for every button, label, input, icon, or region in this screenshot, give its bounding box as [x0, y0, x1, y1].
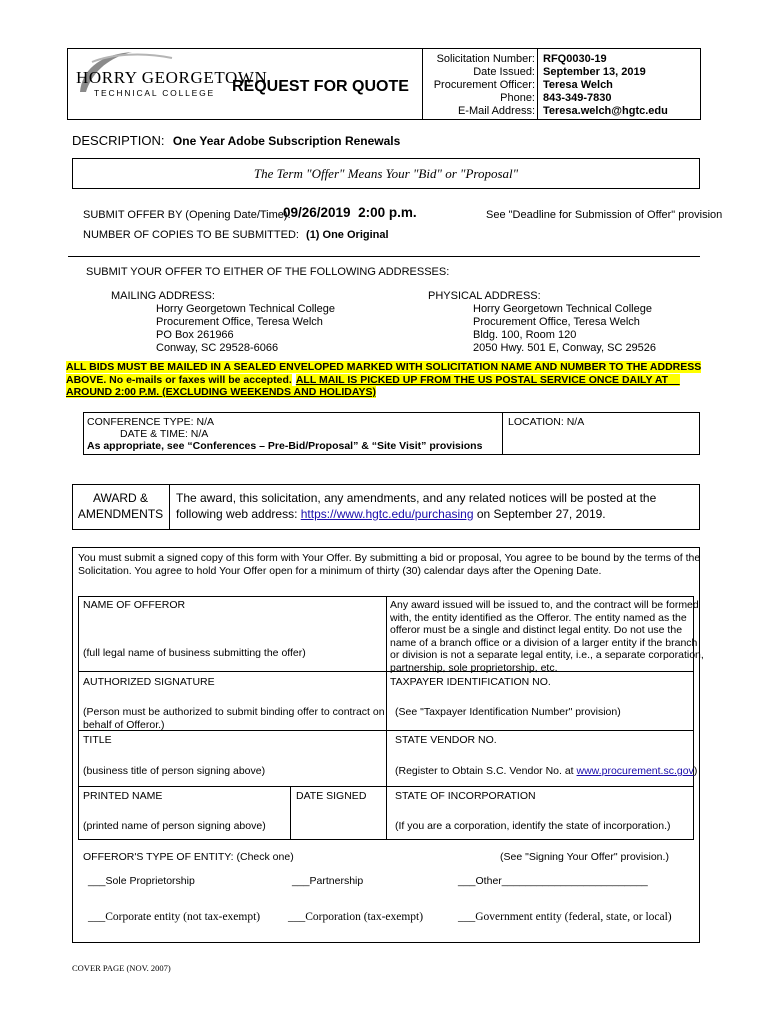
entity-see-note: (See "Signing Your Offer" provision.) — [500, 851, 669, 863]
offeror-name-label: NAME OF OFFEROR — [83, 599, 186, 611]
label-date-issued: Date Issued: — [473, 66, 535, 78]
entity-government[interactable]: ___Government entity (federal, state, or local) — [458, 911, 672, 923]
award-text-1: The award, this solicitation, any amendments, and any related notices will be posted at the — [176, 491, 657, 505]
signature-hint-line: behalf of Offeror.) — [83, 718, 165, 731]
mailing-address — [111, 290, 335, 355]
state-vendor-hint — [395, 765, 697, 778]
date-signed-label: DATE SIGNED — [296, 790, 367, 802]
conference-divider — [502, 412, 503, 455]
mailing-notice — [66, 361, 706, 399]
physical-line: Bldg. 100, Room 120 — [473, 329, 577, 341]
state-incorporation-field[interactable] — [390, 803, 690, 817]
award-text-2b: on September 27, 2019. — [476, 507, 606, 521]
label-phone: Phone: — [500, 92, 535, 104]
signature-hint-line: (Person must be authorized to submit binding offer to contract on — [83, 706, 385, 718]
grid-date-line — [290, 786, 291, 840]
header-values — [543, 53, 668, 118]
phone-number: 843-349-7830 — [543, 92, 612, 104]
physical-label: PHYSICAL ADDRESS: — [428, 290, 541, 302]
title-label: TITLE — [83, 734, 112, 746]
conference-datetime: DATE & TIME: N/A — [120, 428, 209, 440]
procurement-officer: Teresa Welch — [543, 79, 613, 91]
printed-name-label: PRINTED NAME — [83, 790, 163, 802]
label-email: E-Mail Address: — [457, 105, 535, 117]
vendor-hint-b: ) — [693, 765, 698, 777]
award-issued-line: or division is not a separate legal entity, i.e., a separate corporation, — [390, 649, 704, 661]
conference-location: LOCATION: N/A — [508, 416, 585, 428]
state-vendor-label: STATE VENDOR NO. — [395, 734, 497, 746]
award-label-2: AMENDMENTS — [77, 507, 164, 521]
award-issued-line: partnership, sole proprietorship, etc. — [390, 661, 558, 674]
header-divider-2 — [537, 48, 538, 120]
title-field[interactable] — [83, 747, 383, 761]
physical-line: Horry Georgetown Technical College — [473, 303, 652, 315]
logo-name: HORRY GEORGETOWN — [76, 68, 268, 87]
term-note: The Term "Offer" Means Your "Bid" or "Proposal" — [253, 166, 519, 181]
physical-line: 2050 Hwy. 501 E, Conway, SC 29526 — [473, 342, 657, 354]
entity-corporation-taxexempt[interactable]: ___Corporation (tax-exempt) — [288, 911, 424, 923]
solicitation-number: RFQ0030-19 — [543, 53, 607, 65]
address-top-rule — [68, 256, 700, 257]
state-incorporation-label: STATE OF INCORPORATION — [395, 790, 536, 802]
vendor-hint-a: (Register to Obtain S.C. Vendor No. at — [395, 765, 574, 777]
mailing-line: PO Box 261966 — [156, 329, 234, 341]
award-text-2a: following web address: — [176, 507, 298, 521]
physical-line: Procurement Office, Teresa Welch — [473, 316, 640, 328]
title-hint: (business title of person signing above) — [83, 765, 266, 777]
logo-subtitle: TECHNICAL COLLEGE — [94, 88, 215, 98]
authorized-signature-field[interactable] — [83, 689, 383, 703]
signed-copy-notice — [78, 552, 700, 577]
printed-name-field[interactable] — [83, 803, 287, 817]
award-issued-line: offeror must be a single and distinct legal entity. Do not use the — [390, 624, 683, 636]
date-signed-field[interactable] — [294, 803, 384, 833]
description-label: DESCRIPTION: — [72, 133, 165, 148]
copies — [83, 229, 389, 242]
conference-note: As appropriate, see “Conferences – Pre-Bid/Proposal” & “Site Visit” provisions — [87, 440, 483, 452]
tin-label: TAXPAYER IDENTIFICATION NO. — [390, 676, 551, 688]
award-text — [176, 490, 656, 522]
mailing-label: MAILING ADDRESS: — [111, 290, 215, 302]
mailing-line: Procurement Office, Teresa Welch — [156, 316, 323, 328]
authorized-signature-hint — [83, 706, 385, 731]
entity-corporate-nontax[interactable]: ___Corporate entity (not tax-exempt) — [88, 911, 261, 923]
label-solicitation: Solicitation Number: — [436, 53, 535, 65]
physical-address — [428, 290, 656, 355]
submit-datetime: 09/26/2019 2:00 p.m. — [283, 205, 417, 220]
submit-offer-label: SUBMIT OFFER BY (Opening Date/Time): — [83, 209, 291, 221]
copies-value: (1) One Original — [306, 229, 389, 241]
notice-line-1: ALL BIDS MUST BE MAILED IN A SEALED ENVELOPED MARKED WITH SOLICITATION NAME AND NUMBER TO THE ADDRESS — [66, 361, 702, 373]
procurement-link[interactable]: www.procurement.sc.gov — [576, 765, 694, 777]
award-issued-line: with, the entity identified as the Offeror. The entity named as the — [390, 611, 687, 624]
entity-partnership[interactable]: ___Partnership — [292, 875, 364, 887]
award-issued-note — [390, 599, 704, 674]
header-labels — [424, 53, 535, 118]
award-issued-line: Any award issued will be issued to, and the contract will be formed — [390, 599, 699, 611]
date-issued: September 13, 2019 — [543, 66, 646, 78]
entity-other[interactable]: ___Other_________________________ — [458, 875, 648, 887]
award-divider — [169, 484, 170, 530]
deadline-note: See "Deadline for Submission of Offer" provision — [486, 209, 723, 221]
conference-type: CONFERENCE TYPE: N/A — [87, 416, 214, 428]
entity-sole-proprietorship[interactable]: ___Sole Proprietorship — [88, 875, 195, 887]
printed-name-hint: (printed name of person signing above) — [83, 820, 266, 832]
state-vendor-field[interactable] — [390, 747, 690, 761]
signed-line-2: Solicitation. You agree to hold Your Offer open for a minimum of thirty (30) calendar days after the Opening Date. — [78, 564, 602, 577]
page-footer: COVER PAGE (NOV. 2007) — [72, 963, 171, 973]
notice-line-2b: ALL MAIL IS PICKED UP FROM THE US POSTAL SERVICE ONCE DAILY AT — [295, 373, 669, 386]
purchasing-link[interactable]: https://www.hgtc.edu/purchasing — [300, 507, 474, 521]
description — [72, 132, 400, 150]
grid-center-line — [386, 596, 387, 840]
award-issued-line: name of a branch office or a division of a larger entity if the branch — [390, 636, 698, 649]
address-heading: SUBMIT YOUR OFFER TO EITHER OF THE FOLLOWING ADDRESSES: — [86, 266, 450, 278]
award-label-1: AWARD & — [92, 491, 149, 505]
tin-hint: (See "Taxpayer Identification Number" provision) — [395, 706, 621, 718]
mailing-line: Conway, SC 29528-6066 — [156, 342, 279, 354]
label-officer: Procurement Officer: — [433, 79, 535, 91]
copies-label: NUMBER OF COPIES TO BE SUBMITTED: — [83, 229, 299, 241]
authorized-signature-label: AUTHORIZED SIGNATURE — [83, 676, 215, 688]
offeror-name-field[interactable] — [83, 612, 383, 642]
signed-line-1: You must submit a signed copy of this form with Your Offer. By submitting a bid or proposal, You agree to be bound by the terms of the — [78, 552, 701, 564]
offeror-name-hint: (full legal name of business submitting the offer) — [83, 647, 306, 659]
grid-row-3 — [78, 786, 694, 787]
notice-line-3: AROUND 2:00 P.M. (EXCLUDING WEEKENDS AND HOLIDAYS) — [66, 386, 376, 398]
description-value: One Year Adobe Subscription Renewals — [172, 134, 401, 148]
header-divider-1 — [422, 48, 423, 120]
notice-line-2a: ABOVE. No e-mails or faxes will be accepted. — [66, 373, 292, 386]
mailing-line: Horry Georgetown Technical College — [156, 303, 335, 315]
award-label — [72, 490, 169, 522]
college-logo — [72, 50, 268, 110]
email-address: Teresa.welch@hgtc.edu — [543, 105, 668, 117]
entity-type-label: OFFEROR'S TYPE OF ENTITY: (Check one) — [83, 851, 294, 863]
tin-field[interactable] — [390, 689, 690, 703]
page-title: REQUEST FOR QUOTE — [232, 78, 409, 95]
state-incorporation-hint: (If you are a corporation, identify the state of incorporation.) — [395, 820, 671, 832]
